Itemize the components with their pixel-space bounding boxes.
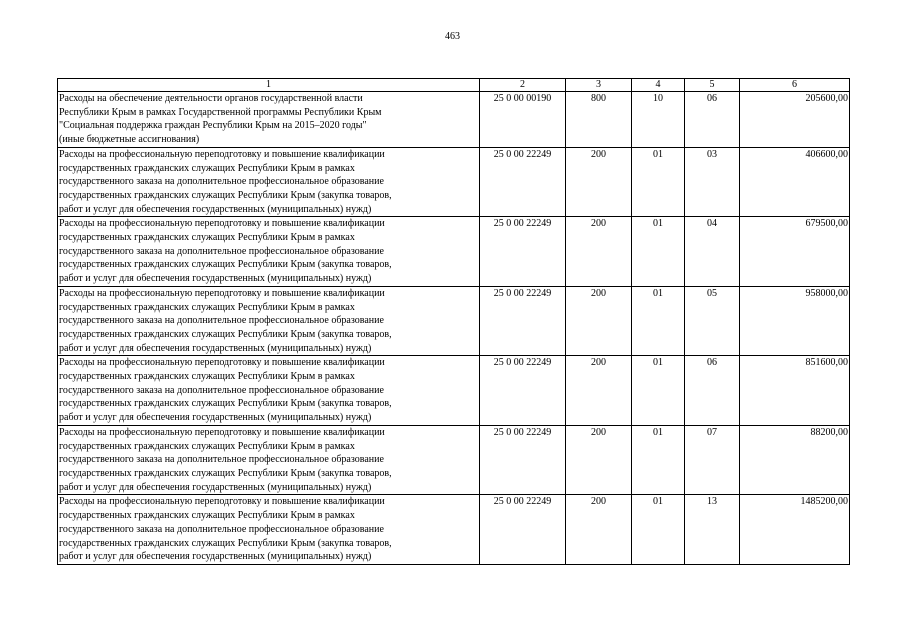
description-line: государственных гражданских служащих Республики Крым (закупка товаров,: [59, 467, 392, 479]
description-line: Расходы на профессиональную переподготовку и повышение квалификации: [59, 148, 385, 160]
description-line: государственных гражданских служащих Республики Крым в рамках: [59, 510, 355, 522]
description-line: Расходы на профессиональную переподготовку и повышение квалификации: [59, 357, 385, 369]
table-row: [58, 92, 850, 148]
page-number: 463: [445, 31, 460, 42]
description-line: работ и услуг для обеспечения государственных (муниципальных) нужд): [59, 273, 372, 285]
description-line: государственных гражданских служащих Республики Крым в рамках: [59, 301, 355, 313]
header-col-1: 1: [58, 79, 480, 92]
description-line: государственных гражданских служащих Республики Крым (закупка товаров,: [59, 259, 392, 271]
description-line: государственного заказа на дополнительное профессиональное образование: [59, 384, 384, 396]
description-line: государственных гражданских служащих Республики Крым (закупка товаров,: [59, 189, 392, 201]
table-row: [58, 356, 850, 426]
row-expense-type: 200: [566, 356, 632, 426]
row-section: 01: [632, 217, 685, 287]
row-description: [58, 217, 480, 287]
header-col-5: 5: [685, 79, 740, 92]
row-description: [58, 147, 480, 217]
row-target-code: 25 0 00 22249: [480, 356, 566, 426]
budget-table: [57, 78, 850, 565]
header-col-4: 4: [632, 79, 685, 92]
row-expense-type: 800: [566, 92, 632, 148]
row-section: 01: [632, 147, 685, 217]
row-section: 01: [632, 286, 685, 356]
description-line: работ и услуг для обеспечения государственных (муниципальных) нужд): [59, 481, 372, 493]
row-subsection: 06: [685, 356, 740, 426]
row-target-code: 25 0 00 22249: [480, 495, 566, 565]
row-target-code: 25 0 00 22249: [480, 286, 566, 356]
description-line: государственного заказа на дополнительное профессиональное образование: [59, 315, 384, 327]
description-line: государственных гражданских служащих Республики Крым (закупка товаров,: [59, 537, 392, 549]
description-line: государственных гражданских служащих Республики Крым (закупка товаров,: [59, 328, 392, 340]
description-line: работ и услуг для обеспечения государственных (муниципальных) нужд): [59, 203, 372, 215]
row-subsection: 03: [685, 147, 740, 217]
table-row: [58, 147, 850, 217]
description-line: Расходы на профессиональную переподготовку и повышение квалификации: [59, 426, 385, 438]
header-row: [58, 79, 850, 92]
row-section: 01: [632, 425, 685, 495]
row-section: 10: [632, 92, 685, 148]
table-row: [58, 286, 850, 356]
row-description: [58, 425, 480, 495]
row-amount: 88200,00: [740, 425, 850, 495]
row-expense-type: 200: [566, 425, 632, 495]
row-subsection: 05: [685, 286, 740, 356]
row-description: [58, 495, 480, 565]
row-expense-type: 200: [566, 495, 632, 565]
description-line: Расходы на обеспечение деятельности органов государственной власти: [59, 93, 363, 104]
row-amount: 851600,00: [740, 356, 850, 426]
header-col-2: 2: [480, 79, 566, 92]
description-line: (иные бюджетные ассигнования): [59, 134, 200, 146]
row-amount: 679500,00: [740, 217, 850, 287]
row-amount: 1485200,00: [740, 495, 850, 565]
description-line: работ и услуг для обеспечения государственных (муниципальных) нужд): [59, 551, 372, 563]
description-line: государственного заказа на дополнительное профессиональное образование: [59, 245, 384, 257]
row-expense-type: 200: [566, 147, 632, 217]
description-line: Расходы на профессиональную переподготовку и повышение квалификации: [59, 218, 385, 230]
row-expense-type: 200: [566, 217, 632, 287]
row-expense-type: 200: [566, 286, 632, 356]
row-subsection: 06: [685, 92, 740, 148]
row-target-code: 25 0 00 00190: [480, 92, 566, 148]
row-target-code: 25 0 00 22249: [480, 425, 566, 495]
row-amount: 958000,00: [740, 286, 850, 356]
row-subsection: 04: [685, 217, 740, 287]
description-line: государственного заказа на дополнительное профессиональное образование: [59, 523, 384, 535]
header-col-6: 6: [740, 79, 850, 92]
row-target-code: 25 0 00 22249: [480, 147, 566, 217]
header-col-3: 3: [566, 79, 632, 92]
table-row: [58, 217, 850, 287]
row-target-code: 25 0 00 22249: [480, 217, 566, 287]
description-line: работ и услуг для обеспечения государственных (муниципальных) нужд): [59, 412, 372, 424]
row-subsection: 13: [685, 495, 740, 565]
description-line: государственного заказа на дополнительное профессиональное образование: [59, 176, 384, 188]
table-header: [58, 79, 850, 92]
row-amount: 205600,00: [740, 92, 850, 148]
table-row: [58, 425, 850, 495]
row-amount: 406600,00: [740, 147, 850, 217]
row-description: [58, 356, 480, 426]
table-row: [58, 495, 850, 565]
row-description: [58, 286, 480, 356]
description-line: государственных гражданских служащих Республики Крым в рамках: [59, 162, 355, 174]
description-line: Расходы на профессиональную переподготовку и повышение квалификации: [59, 287, 385, 299]
table-body: [58, 92, 850, 565]
row-section: 01: [632, 356, 685, 426]
row-subsection: 07: [685, 425, 740, 495]
description-line: Республики Крым в рамках Государственной программы Республики Крым: [59, 106, 382, 118]
description-line: государственных гражданских служащих Республики Крым в рамках: [59, 371, 355, 383]
description-line: государственных гражданских служащих Республики Крым (закупка товаров,: [59, 398, 392, 410]
description-line: "Социальная поддержка граждан Республики Крым на 2015–2020 годы": [59, 120, 367, 132]
description-line: Расходы на профессиональную переподготовку и повышение квалификации: [59, 496, 385, 508]
row-description: [58, 92, 480, 148]
description-line: работ и услуг для обеспечения государственных (муниципальных) нужд): [59, 342, 372, 354]
row-section: 01: [632, 495, 685, 565]
description-line: государственных гражданских служащих Республики Крым в рамках: [59, 232, 355, 244]
description-line: государственного заказа на дополнительное профессиональное образование: [59, 454, 384, 466]
description-line: государственных гражданских служащих Республики Крым в рамках: [59, 440, 355, 452]
